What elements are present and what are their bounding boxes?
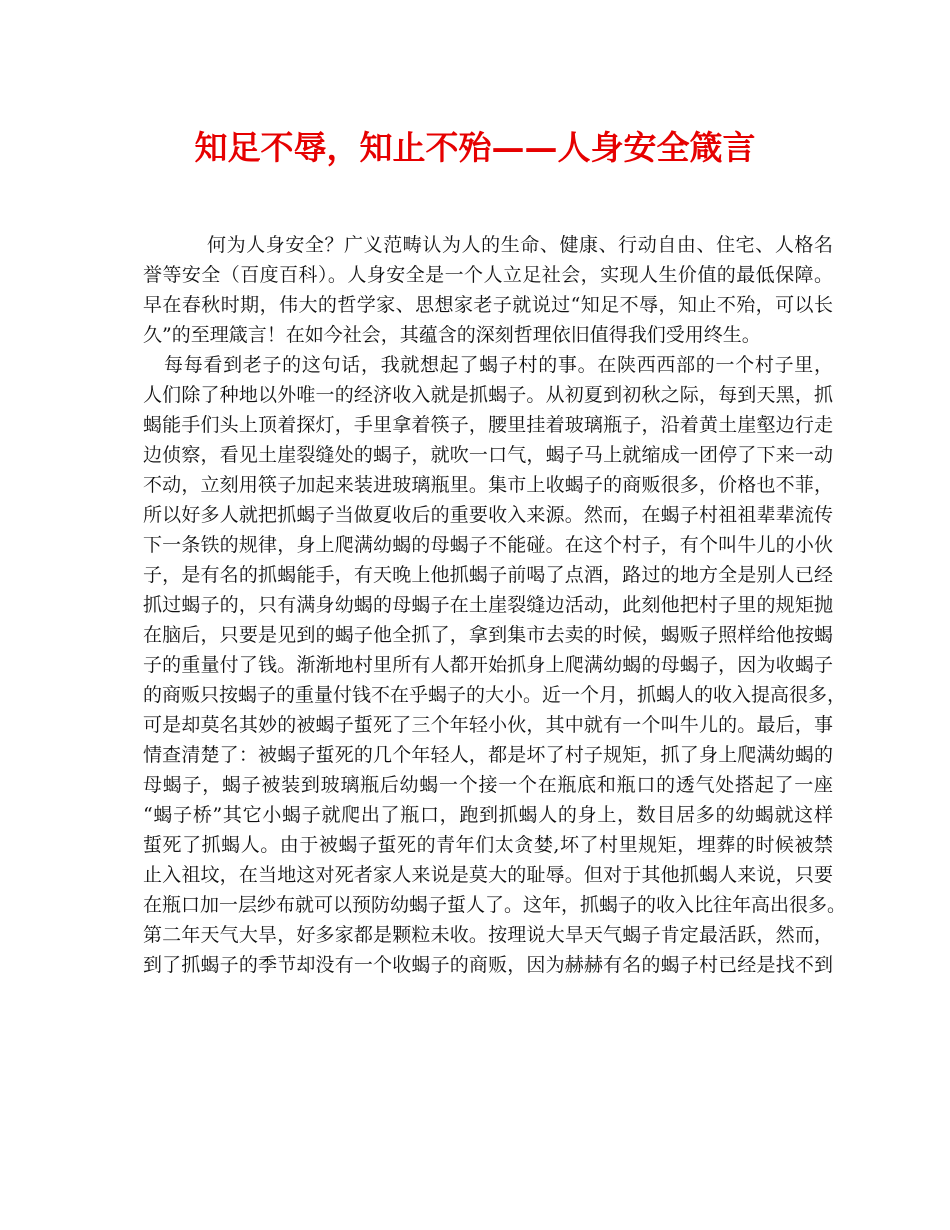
body-line: 的商贩只按蝎子的重量付钱不在乎蝎子的大小。近一个月，抓蝎人的收入提高很多， — [143, 684, 847, 706]
body-line: 子，是有名的抓蝎能手，有天晚上他抓蝎子前喝了点酒，路过的地方全是别人已经 — [143, 564, 833, 586]
body-line: 在瓶口加一层纱布就可以预防幼蝎子蜇人了。这年，抓蝎子的收入比往年高出很多。 — [143, 894, 847, 916]
body-line: 下一条铁的规律，身上爬满幼蝎的母蝎子不能碰。在这个村子，有个叫牛儿的小伙 — [143, 534, 833, 556]
body-line: 在脑后，只要是见到的蝎子他全抓了，拿到集市去卖的时候，蝎贩子照样给他按蝎 — [143, 624, 833, 646]
body-line: 誉等安全（百度百科）。人身安全是一个人立足社会，实现人生价值的最低保障。 — [143, 264, 833, 286]
body-line: 人们除了种地以外唯一的经济收入就是抓蝎子。从初夏到初秋之际，每到天黑，抓 — [143, 384, 833, 406]
body-line: 边侦察，看见土崖裂缝处的蝎子，就吹一口气，蝎子马上就缩成一团停了下来一动 — [143, 444, 833, 466]
body-line: 久”的至理箴言！在如今社会，其蕴含的深刻哲理依旧值得我们受用终生。 — [143, 324, 761, 346]
body-line: 母蝎子，蝎子被装到玻璃瓶后幼蝎一个接一个在瓶底和瓶口的透气处搭起了一座 — [143, 774, 833, 796]
body-line: 止入祖坟，在当地这对死者家人来说是莫大的耻辱。但对于其他抓蝎人来说，只要 — [143, 864, 833, 886]
body-line: 不动，立刻用筷子加起来装进玻璃瓶里。集市上收蝎子的商贩很多，价格也不菲， — [143, 474, 833, 496]
document-title: 知足不辱，知止不殆——人身安全箴言 — [194, 128, 756, 167]
body-line: 蜇死了抓蝎人。由于被蝎子蜇死的青年们太贪婪,坏了村里规矩，埋葬的时候被禁 — [143, 834, 833, 856]
body-line: 所以好多人就把抓蝎子当做夏收后的重要收入来源。然而，在蝎子村祖祖辈辈流传 — [143, 504, 833, 526]
body-line: 第二年天气大旱，好多家都是颗粒未收。按理说大旱天气蝎子肯定最活跃，然而， — [143, 924, 833, 946]
body-line: 情查清楚了：被蝎子蜇死的几个年轻人，都是坏了村子规矩，抓了身上爬满幼蝎的 — [143, 744, 833, 766]
body-line: 每每看到老子的这句话，我就想起了蝎子村的事。在陕西西部的一个村子里， — [164, 354, 833, 376]
body-line: 到了抓蝎子的季节却没有一个收蝎子的商贩，因为赫赫有名的蝎子村已经是找不到 — [143, 954, 833, 976]
body-line: 蝎能手们头上顶着探灯，手里拿着筷子，腰里挂着玻璃瓶子，沿着黄土崖壑边行走 — [143, 414, 833, 436]
body-line: 可是却莫名其妙的被蝎子蜇死了三个年轻小伙，其中就有一个叫牛儿的。最后，事 — [143, 714, 833, 736]
body-line: 早在春秋时期，伟大的哲学家、思想家老子就说过“知足不辱，知止不殆，可以长 — [143, 294, 833, 316]
body-line: 何为人身安全？广义范畴认为人的生命、健康、行动自由、住宅、人格名 — [207, 234, 833, 256]
body-line: 子的重量付了钱。渐渐地村里所有人都开始抓身上爬满幼蝎的母蝎子，因为收蝎子 — [143, 654, 833, 676]
body-line: “蝎子桥”其它小蝎子就爬出了瓶口，跑到抓蝎人的身上，数目居多的幼蝎就这样 — [143, 804, 833, 826]
document-body — [143, 230, 847, 980]
body-line: 抓过蝎子的，只有满身幼蝎的母蝎子在土崖裂缝边活动，此刻他把村子里的规矩抛 — [143, 594, 833, 616]
